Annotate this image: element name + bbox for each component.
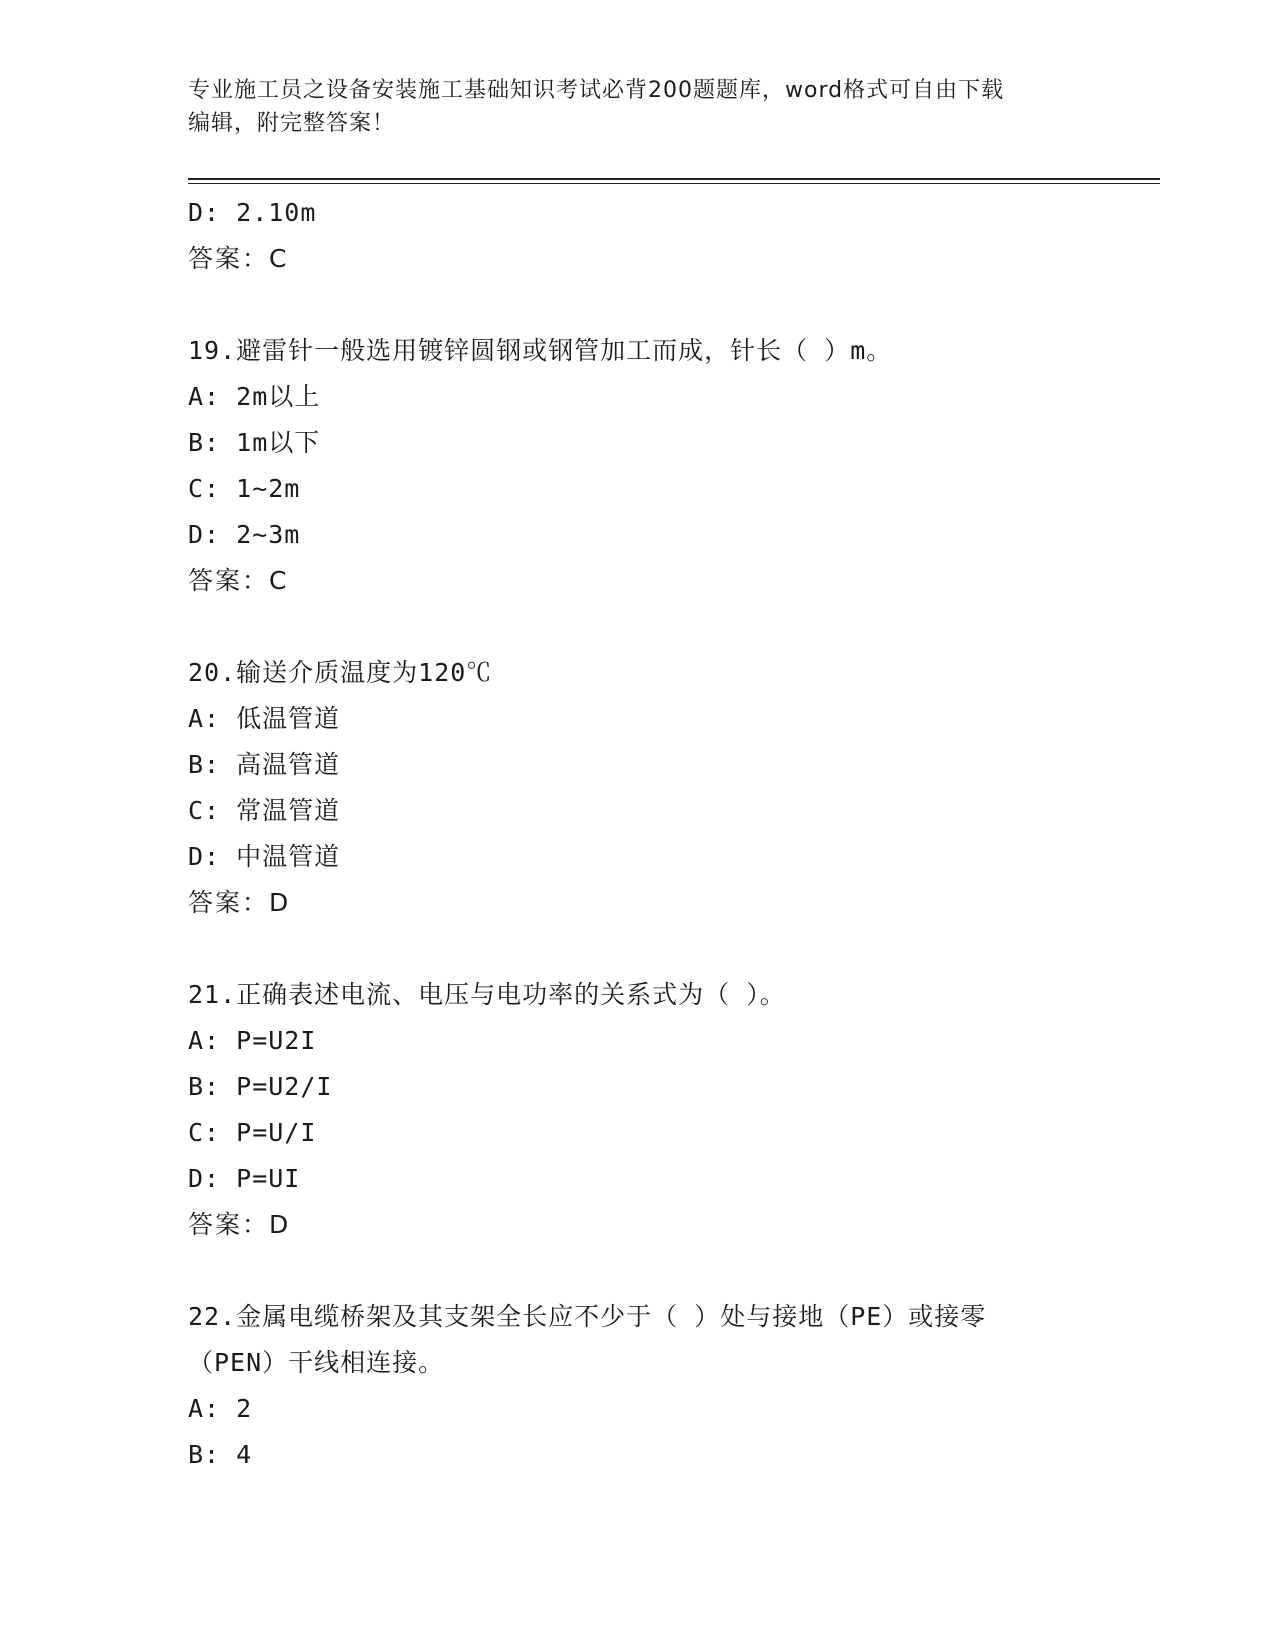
answer: 答案：D [188, 888, 291, 917]
question-22 [188, 1294, 1088, 1478]
option-b: B: 高温管道 [188, 750, 341, 779]
question-stem: 20.输送介质温度为120℃ [188, 658, 493, 687]
option-b: B: P=U2/I [188, 1072, 333, 1101]
option-a: A: P=U2I [188, 1026, 317, 1055]
question-20 [188, 650, 1088, 926]
option-b: B: 1m以下 [188, 428, 321, 457]
option-a: A: 2m以上 [188, 382, 321, 411]
question-stem: 21.正确表述电流、电压与电功率的关系式为（ ）。 [188, 980, 786, 1009]
header-line-1: 专业施工员之设备安装施工基础知识考试必背200题题库，word格式可自由下载 [188, 78, 1005, 103]
option-d: D: 中温管道 [188, 842, 341, 871]
question-stem: 19.避雷针一般选用镀锌圆钢或钢管加工而成，针长（ ）m。 [188, 336, 893, 365]
option-d: D: 2~3m [188, 520, 301, 549]
question-19 [188, 328, 1088, 604]
answer: 答案：C [188, 566, 289, 595]
option-d: D: P=UI [188, 1164, 301, 1193]
document-header [188, 74, 1088, 140]
question-stem-line-1: 22.金属电缆桥架及其支架全长应不少于（ ）处与接地（PE）或接零 [188, 1302, 987, 1331]
option-c: C: 1~2m [188, 474, 301, 503]
question-list [188, 190, 1088, 1478]
option-d: D: 2.10m [188, 198, 317, 227]
question-21 [188, 972, 1088, 1248]
header-rule-thin [188, 183, 1160, 184]
answer: 答案：D [188, 1210, 291, 1239]
option-c: C: 常温管道 [188, 796, 341, 825]
answer: 答案：C [188, 244, 289, 273]
header-rule-thick [188, 178, 1160, 180]
option-b: B: 4 [188, 1440, 253, 1469]
question-stem-line-2: （PEN）干线相连接。 [188, 1348, 445, 1377]
option-a: A: 低温管道 [188, 704, 341, 733]
option-a: A: 2 [188, 1394, 253, 1423]
header-line-2: 编辑，附完整答案！ [188, 111, 396, 136]
option-c: C: P=U/I [188, 1118, 317, 1147]
